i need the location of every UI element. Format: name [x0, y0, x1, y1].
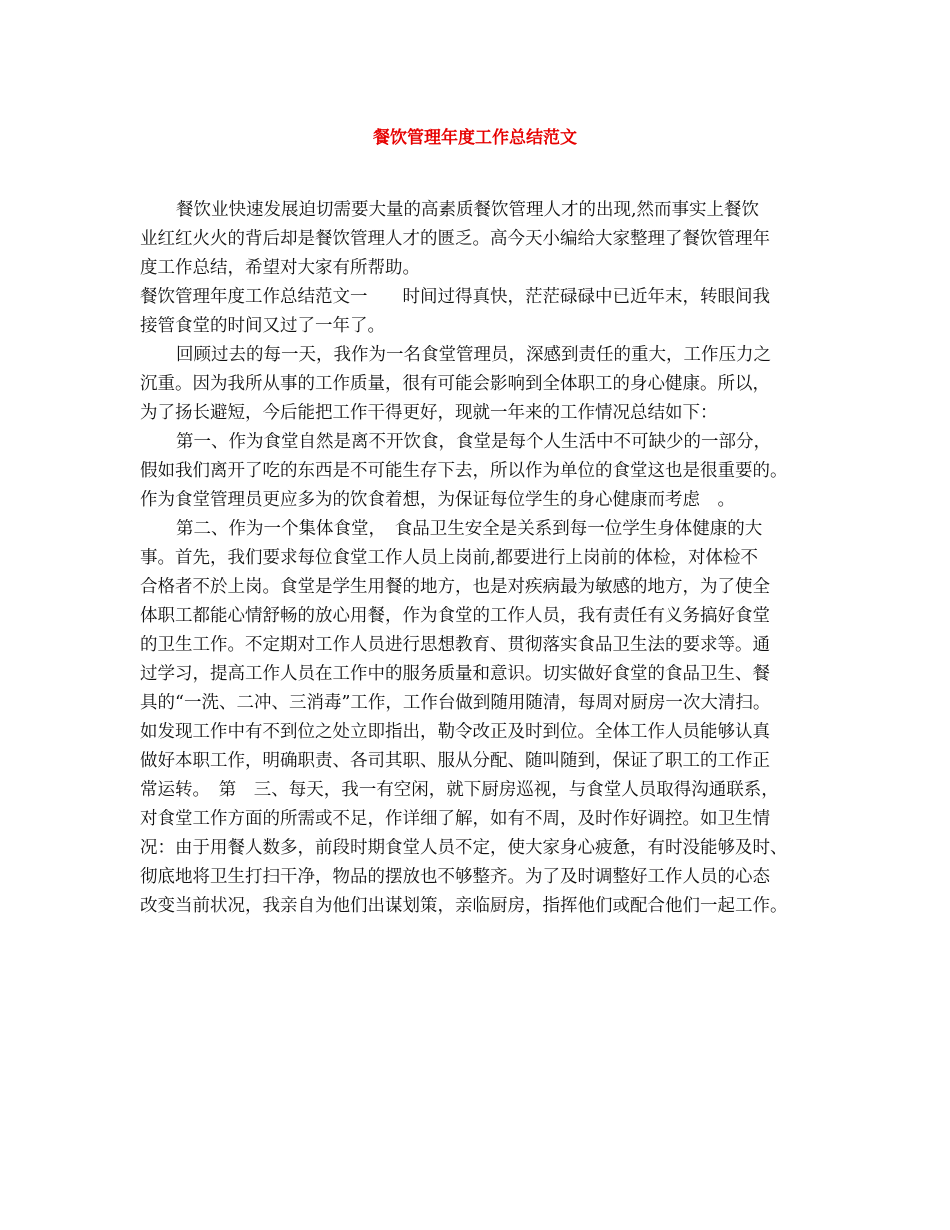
text-line: 第一、作为食堂自然是离不开饮食，食堂是每个人生活中不可缺少的一部分， — [176, 432, 771, 452]
text-line: 回顾过去的每一天，我作为一名食堂管理员，深感到责任的重大，工作压力之 — [176, 345, 771, 365]
text-line: 体职工都能心情舒畅的放心用餐，作为食堂的工作人员，我有责任有义务搞好食堂 — [140, 606, 770, 626]
text-line: 事。首先，我们要求每位食堂工作人员上岗前,都要进行上岗前的体检，对体检不 — [140, 548, 759, 568]
text-line: 改变当前状况，我亲自为他们出谋划策，亲临厨房，指挥他们或配合他们一起工作。 — [140, 896, 788, 916]
text-line: 度工作总结，希望对大家有所帮助。 — [140, 258, 420, 278]
text-line: 餐饮业快速发展迫切需要大量的高素质餐饮管理人才的出现,然而事实上餐饮 — [176, 200, 760, 220]
document-title: 餐饮管理年度工作总结范文 — [373, 128, 577, 148]
text-line: 接管食堂的时间又过了一年了。 — [140, 316, 385, 336]
text-line: 第二、作为一个集体食堂， 食品卫生安全是关系到每一位学生身体健康的大 — [176, 519, 763, 539]
text-line: 常运转。 第 三、每天，我一有空闲，就下厨房巡视，与食堂人员取得沟通联系， — [140, 780, 779, 800]
text-line: 为了扬长避短，今后能把工作干得更好，现就一年来的工作情况总结如下： — [140, 403, 718, 423]
text-line: 过学习，提高工作人员在工作中的服务质量和意识。切实做好食堂的食品卫生、餐 — [140, 664, 770, 684]
text-line: 假如我们离开了吃的东西是不可能生存下去，所以作为单位的食堂这也是很重要的。 — [140, 461, 788, 481]
text-line: 对食堂工作方面的所需或不足，作详细了解，如有不周，及时作好调控。如卫生情 — [140, 809, 770, 829]
text-line: 合格者不於上岗。食堂是学生用餐的地方，也是对疾病最为敏感的地方，为了使全 — [140, 577, 770, 597]
text-line: 的卫生工作。不定期对工作人员进行思想教育、贯彻落实食品卫生法的要求等。通 — [140, 635, 770, 655]
text-line: 业红红火火的背后却是餐饮管理人才的匮乏。高今天小编给大家整理了餐饮管理年 — [140, 229, 770, 249]
text-line: 如发现工作中有不到位之处立即指出，勒令改正及时到位。全体工作人员能够认真 — [140, 722, 770, 742]
text-line: 况：由于用餐人数多，前段时期食堂人员不定，使大家身心疲惫，有时没能够及时、 — [140, 838, 788, 858]
text-line: 作为食堂管理员更应多为的饮食着想，为保证每位学生的身心健康而考虑 。 — [140, 490, 735, 510]
text-line: 具的“一洗、二冲、三消毒”工作，工作台做到随用随清，每周对厨房一次大清扫。 — [140, 693, 771, 713]
text-line: 餐饮管理年度工作总结范文一 时间过得真快，茫茫碌碌中已近年末，转眼间我 — [140, 287, 770, 307]
document-body — [140, 196, 830, 921]
text-line: 做好本职工作，明确职责、各司其职、服从分配、随叫随到，保证了职工的工作正 — [140, 751, 770, 771]
text-line: 沉重。因为我所从事的工作质量，很有可能会影响到全体职工的身心健康。所以， — [140, 374, 770, 394]
text-line: 彻底地将卫生打扫干净，物品的摆放也不够整齐。为了及时调整好工作人员的心态 — [140, 867, 770, 887]
